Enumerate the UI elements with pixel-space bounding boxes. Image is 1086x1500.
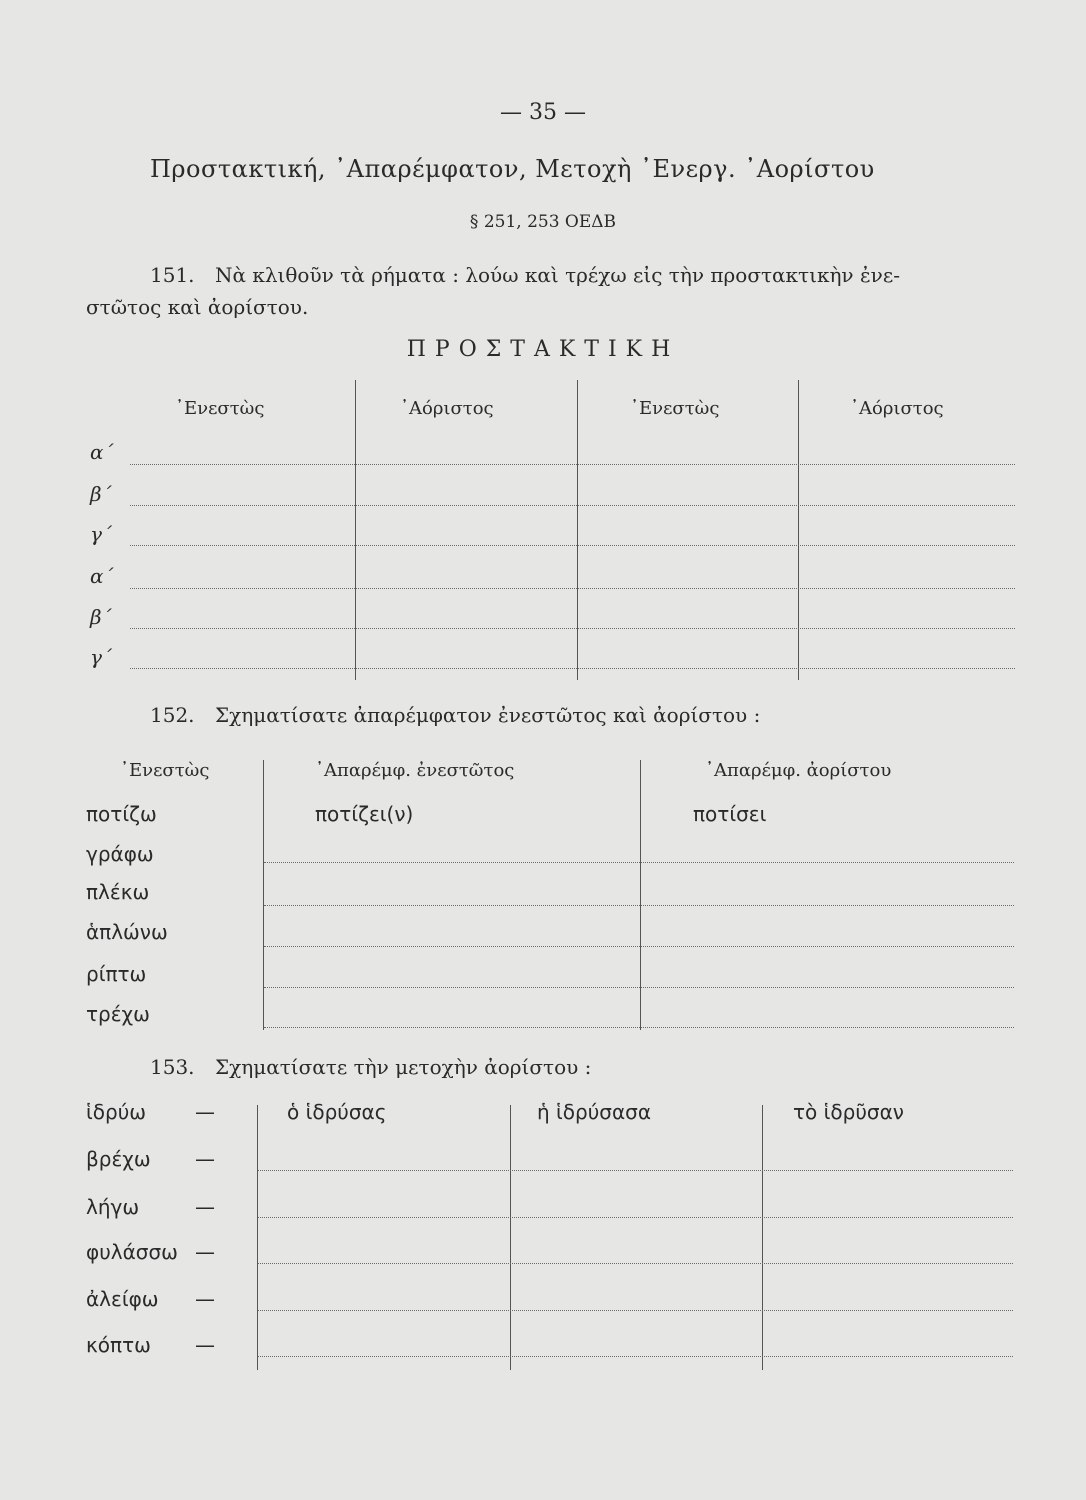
ex151-row-label: β΄ [90, 482, 112, 506]
answer-line[interactable] [258, 1170, 1013, 1171]
ex151-text-line2: στῶτος καὶ ἀορίστου. [86, 295, 309, 319]
answer-line[interactable] [258, 1263, 1013, 1264]
ex153-example-masculine: ὁ ἱδρύσας [287, 1100, 387, 1124]
reference: § 251, 253 ΟΕΔΒ [469, 212, 617, 232]
ex153-number: 153. [150, 1055, 195, 1079]
answer-line[interactable] [130, 628, 1015, 629]
ex152-verb: τρέχω [86, 1002, 150, 1026]
ex152-col-divider [263, 760, 264, 1030]
ex153-verb: λήγω [86, 1195, 140, 1219]
ex152-example-inf-present: ποτίζει(ν) [315, 802, 414, 826]
ex153-dash: — [195, 1333, 215, 1357]
ex152-verb: γράφω [86, 842, 154, 866]
ex153-verb: ἱδρύω [86, 1100, 147, 1124]
ex152-col-present: ᾿Ενεστὼς [120, 760, 210, 781]
answer-line[interactable] [258, 1310, 1013, 1311]
answer-line[interactable] [264, 905, 1014, 906]
ex152-col-inf-aorist: ᾿Απαρέμφ. ἀορίστου [705, 760, 892, 781]
ex152-example-inf-aorist: ποτίσει [693, 802, 767, 826]
ex153-verb: φυλάσσω [86, 1240, 178, 1264]
ex151-row-label: γ΄ [90, 522, 112, 546]
ex152-verb: πλέκω [86, 880, 150, 904]
ex153-text: Σχηματίσατε τὴν μετοχὴν ἀορίστου : [215, 1055, 592, 1079]
ex151-text-line1: Νὰ κλιθοῦν τὰ ρήματα : λούω καὶ τρέχω εἰς τὴν προστακτικὴν ἐνε- [215, 263, 900, 287]
page-number: — 35 — [500, 100, 586, 125]
answer-line[interactable] [264, 946, 1014, 947]
ex152-text: Σχηματίσατε ἀπαρέμφατον ἐνεστῶτος καὶ ἀορίστου : [215, 703, 761, 727]
ex151-col-aorist-2: ᾿Αόριστος [850, 398, 944, 419]
answer-line[interactable] [258, 1356, 1013, 1357]
ex153-dash: — [195, 1195, 215, 1219]
ex153-dash: — [195, 1147, 215, 1171]
ex152-col-divider [640, 760, 641, 1030]
ex152-verb: ἁπλώνω [86, 920, 168, 944]
answer-line[interactable] [264, 862, 1014, 863]
ex152-col-inf-present: ᾿Απαρέμφ. ἐνεστῶτος [315, 760, 515, 781]
ex151-row-label: γ΄ [90, 645, 112, 669]
ex153-col-divider [257, 1105, 258, 1370]
ex153-example-neuter: τὸ ἱδρῦσαν [793, 1100, 904, 1124]
ex151-row-label: α΄ [90, 440, 114, 464]
answer-line[interactable] [130, 545, 1015, 546]
ex151-col-present-1: ᾿Ενεστὼς [175, 398, 265, 419]
answer-line[interactable] [264, 987, 1014, 988]
ex153-dash: — [195, 1240, 215, 1264]
answer-line[interactable] [130, 464, 1015, 465]
answer-line[interactable] [258, 1217, 1013, 1218]
ex151-number: 151. [150, 263, 195, 287]
ex153-col-divider [762, 1105, 763, 1370]
ex151-col-present-2: ᾿Ενεστὼς [630, 398, 720, 419]
ex151-col-divider [798, 380, 799, 680]
ex151-heading: ΠΡΟΣΤΑΚΤΙΚΗ [406, 337, 680, 362]
answer-line[interactable] [130, 505, 1015, 506]
ex151-col-divider [355, 380, 356, 680]
answer-line[interactable] [130, 588, 1015, 589]
ex153-verb: ἀλείφω [86, 1287, 159, 1311]
ex152-verb: ποτίζω [86, 802, 157, 826]
ex152-number: 152. [150, 703, 195, 727]
ex153-dash: — [195, 1287, 215, 1311]
ex153-example-feminine: ἡ ἱδρύσασα [537, 1100, 652, 1124]
ex151-row-label: α΄ [90, 564, 114, 588]
ex153-verb: βρέχω [86, 1147, 151, 1171]
ex153-dash: — [195, 1100, 215, 1124]
page-title: Προστακτική, ᾿Απαρέμφατον, Μετοχὴ ᾿Ενεργ. ᾿Αορίστου [150, 155, 875, 183]
answer-line[interactable] [264, 1027, 1014, 1028]
ex152-verb: ρίπτω [86, 962, 147, 986]
ex151-row-label: β΄ [90, 605, 112, 629]
ex151-col-divider [577, 380, 578, 680]
ex151-col-aorist-1: ᾿Αόριστος [400, 398, 494, 419]
answer-line[interactable] [130, 668, 1015, 669]
ex153-verb: κόπτω [86, 1333, 151, 1357]
ex153-col-divider [510, 1105, 511, 1370]
